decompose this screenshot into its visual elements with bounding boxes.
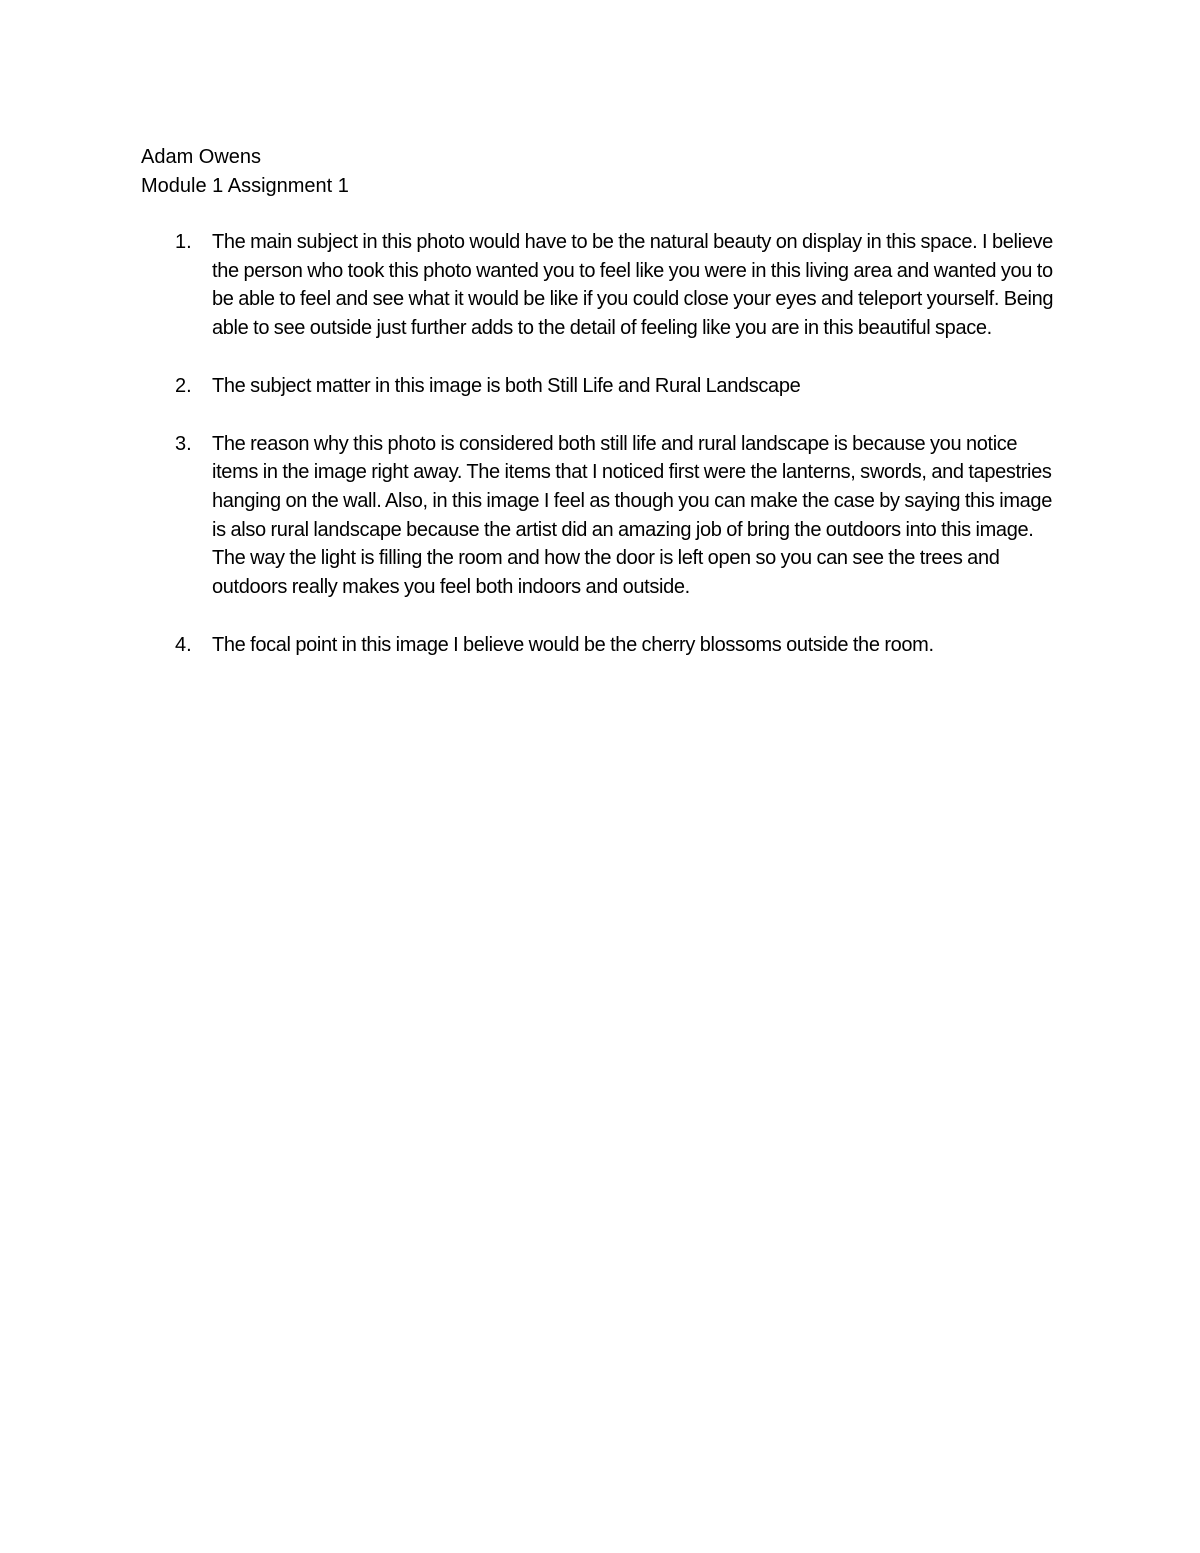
assignment-title: Module 1 Assignment 1 — [141, 175, 349, 197]
document-header — [141, 143, 1041, 201]
answer-item-4 — [141, 631, 1061, 660]
answer-text: The main subject in this photo would have to be the natural beauty on display in this space. I believe the person who took this photo wanted you to feel like you were in this living area and wanted you to be able to feel and see what it would be like if you could close your eyes and teleport yourself. Being able to see outside just further adds to the detail of feeling like you are in this beautiful space. — [212, 231, 1054, 340]
answer-number: 1. — [175, 231, 192, 253]
answer-list — [141, 228, 1061, 688]
answer-number: 3. — [175, 432, 192, 455]
answer-text: The focal point in this image I believe would be the cherry blossoms outside the room. — [212, 633, 934, 656]
answer-item-2 — [141, 372, 1061, 401]
answer-text: The subject matter in this image is both Still Life and Rural Landscape — [212, 374, 801, 397]
author-name: Adam Owens — [141, 146, 262, 168]
answer-number: 2. — [175, 374, 192, 397]
answer-number: 4. — [175, 633, 192, 656]
answer-item-3 — [141, 430, 1061, 602]
answer-item-1 — [141, 228, 1061, 343]
answer-text: The reason why this photo is considered both still life and rural landscape is because you notice items in the image right away. The items that I noticed first were the lanterns, swords, and tapestries hanging on the wall. Also, in this image I feel as though you can make the case by saying this image is also rural landscape because the artist did an amazing job of bring the outdoors into this image. The way the light is filling the room and how the door is left open so you can see the trees and outdoors really makes you feel both indoors and outside. — [212, 432, 1052, 599]
